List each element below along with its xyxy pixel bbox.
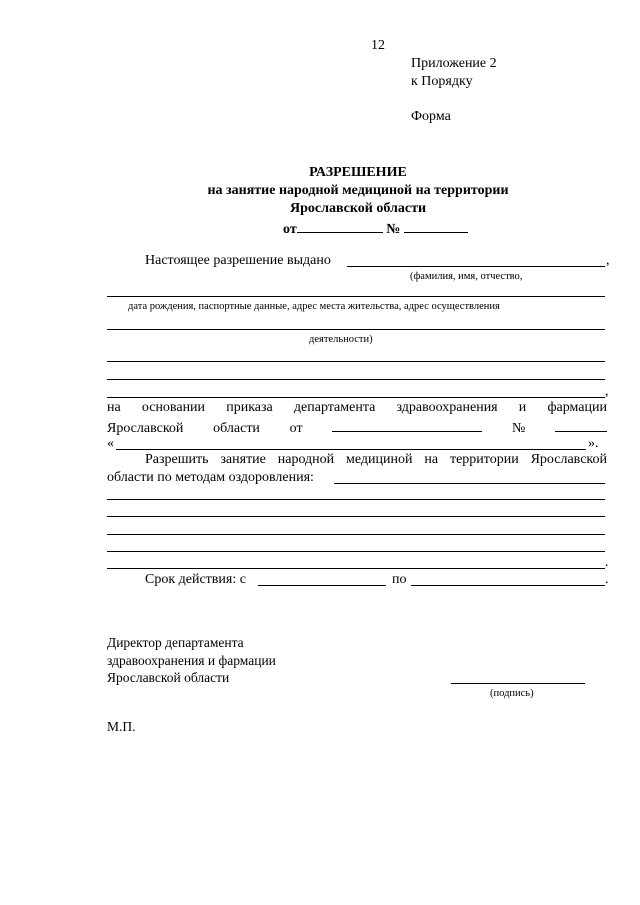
allow-line2: области по методам оздоровления: [107, 470, 314, 485]
methods-line-6[interactable] [107, 568, 605, 569]
hint-name: (фамилия, имя, отчество, [410, 271, 523, 282]
hint-activity: деятельности) [309, 334, 373, 345]
title-date-number [283, 219, 468, 238]
allow-word: медициной [346, 452, 413, 467]
validity-dot: . [605, 572, 609, 587]
methods-line-2[interactable] [107, 499, 605, 500]
title-line2: на занятие народной медициной на территории [207, 183, 509, 198]
basis-word: на [107, 400, 121, 415]
document-title: РАЗРЕШЕНИЕ [309, 165, 407, 180]
signer-line2: здравоохранения и фармации [107, 653, 276, 668]
signature-line[interactable] [451, 683, 585, 684]
date-blank[interactable] [297, 219, 383, 233]
order-date-blank[interactable] [332, 418, 482, 432]
title-number-sign: № [386, 222, 401, 237]
validity-to-label: по [392, 572, 407, 587]
issued-comma: , [606, 253, 610, 268]
methods-line-4[interactable] [107, 534, 605, 535]
stamp-label: М.П. [107, 719, 136, 734]
form-label: Форма [411, 109, 451, 124]
number-blank[interactable] [404, 219, 468, 233]
basis-word: основании [141, 400, 206, 415]
basis-word: Ярославской [107, 421, 184, 436]
basis-line1 [107, 400, 607, 416]
order-number-blank[interactable] [555, 418, 607, 432]
title-line3: Ярославской области [289, 201, 427, 216]
validity-to-blank[interactable] [411, 585, 605, 586]
basis-word: департамента [293, 400, 376, 415]
details-line-5[interactable] [107, 397, 605, 398]
allow-word: территории [449, 452, 519, 467]
order-title-quote-open: « [107, 436, 114, 451]
methods-dot: . [605, 555, 609, 570]
allow-word: Разрешить [145, 452, 209, 467]
order-title-quote-close: ». [588, 436, 599, 451]
hint-details: дата рождения, паспортные данные, адрес места жительства, адрес осуществления [128, 301, 500, 312]
signature-hint: (подпись) [490, 688, 534, 699]
details-line-1[interactable] [107, 296, 605, 297]
details-line-2[interactable] [107, 329, 605, 330]
signer-line3: Ярославской области [107, 670, 230, 685]
basis-word: приказа [226, 400, 273, 415]
allow-word: Ярославской [530, 452, 607, 467]
appendix-line2: к Порядку [411, 74, 473, 89]
basis-word: и [518, 400, 527, 415]
details-line-4[interactable] [107, 379, 605, 380]
issued-name-line[interactable] [347, 266, 605, 267]
order-title-line[interactable] [116, 449, 586, 450]
basis-line2 [107, 418, 607, 437]
basis-word: фармации [547, 400, 607, 415]
order-number-sign: № [511, 421, 526, 436]
validity-from-blank[interactable] [258, 585, 386, 586]
allow-word: народной [277, 452, 335, 467]
allow-word: занятие [220, 452, 266, 467]
page-number: 12 [371, 38, 385, 53]
allow-word: на [424, 452, 439, 467]
title-from-label: от [283, 222, 297, 237]
validity-label: Срок действия: с [145, 572, 246, 587]
basis-word: здравоохранения [396, 400, 498, 415]
methods-line-5[interactable] [107, 551, 605, 552]
signer-line1: Директор департамента [107, 635, 244, 650]
appendix-line1: Приложение 2 [411, 56, 497, 71]
basis-word: области [213, 421, 260, 436]
details-line-3[interactable] [107, 361, 605, 362]
methods-line-3[interactable] [107, 516, 605, 517]
methods-line-1[interactable] [334, 483, 605, 484]
allow-line1 [145, 452, 607, 468]
issued-label: Настоящее разрешение выдано [145, 253, 331, 268]
details-comma: , [605, 384, 609, 399]
basis-word: от [289, 421, 303, 436]
